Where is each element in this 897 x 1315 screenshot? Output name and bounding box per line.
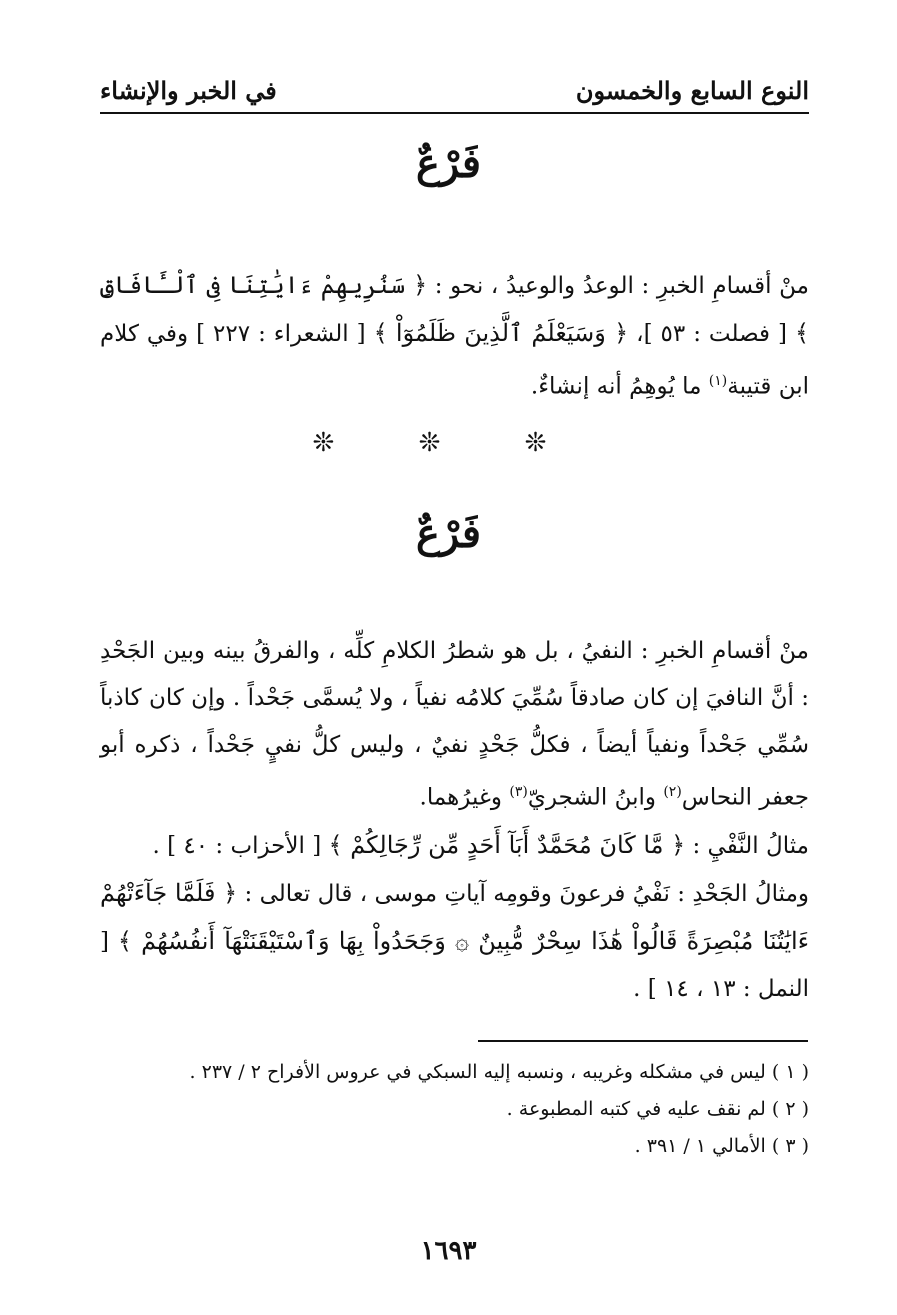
footnotes (100, 1054, 809, 1165)
quran-verse: ﴿ مَّا كَانَ مُحَمَّدٌ أَبَآ أَحَدٍ مِّن رِّجَالِكُمْ ﴾ (328, 830, 686, 859)
text: مثالُ النَّفْيِ : (685, 832, 809, 859)
footnote-ref[interactable]: (٣) (509, 784, 528, 800)
text: وغيرُهما. (419, 784, 510, 811)
header-chapter-title: النوع السابع والخمسون (575, 75, 809, 105)
footnote-3: ( ٣ ) الأمالي ١ / ٣٩١ . (634, 1135, 809, 1157)
quran-verse: ﴿ فَلَمَّا جَآءَتْهُمْ ءَايَٰتُنَا مُبْصِرَةً قَالُواْ هَٰذَا سِحْرٌ مُّبِينٌ ۞ وَجَحَدُواْ بِهَا وَٱسْتَيْقَنَتْهَآ أَنفُسُهُمْ ﴾ (100, 878, 809, 955)
header-section-title: في الخبر والإنشاء (100, 75, 277, 105)
footnote-ref[interactable]: (٢) (663, 784, 682, 800)
section-1-paragraph (100, 262, 809, 411)
section-heading-1: فَرْعٌ (415, 140, 482, 187)
text: [ الشعراء : ٢٢٧ ] وفي كلام ابن قتيبة (100, 321, 809, 400)
text: [ فصلت : ٥٣ ]، (628, 321, 795, 347)
quran-verse: ﴿ وَسَيَعْلَمُ ٱلَّذِينَ ظَلَمُوٓاْ ﴾ (373, 319, 629, 347)
page-number: ١٦٩٣ (420, 1236, 477, 1266)
text: [ النمل : ١٣ ، ١٤ ] . (100, 928, 809, 1002)
footnote-divider (478, 1040, 808, 1042)
running-header (100, 68, 809, 114)
footnote-1: ( ١ ) ليس في مشكله وغريبه ، ونسبه إليه السبكي في عروس الأفراح ٢ / ٢٣٧ . (189, 1061, 809, 1083)
section-separator: ❊ ❊ ❊ (312, 428, 585, 458)
text: ومثالُ الجَحْدِ : نَفْيُ فرعونَ وقومِه آياتِ موسى ، قال تعالى : (237, 880, 810, 907)
footnote-2: ( ٢ ) لم نقف عليه في كتبه المطبوعة . (506, 1098, 809, 1120)
paragraph-example-nafy (100, 822, 809, 870)
text: منْ أقسامِ الخبرِ : النفيُ ، بل هو شطرُ الكلامِ كلِّه ، والفرقُ بينه وبين الجَحْدِ : أنَّ النافيَ إن كان صادقاً سُمِّيَ كلامُه نفياً ، ولا يُسمَّى جَحْداً . وإن كان كاذباً سُمِّي جَحْداً ونفياً أيضاً ، فكلُّ جَحْدٍ نفيٌ ، وليس كلُّ نفيٍ جَحْداً ، ذكره أبو جعفر النحاس (100, 638, 809, 811)
footnote-ref[interactable]: (١) (708, 373, 728, 389)
paragraph-example-jahd (100, 870, 809, 1013)
text: ما يُوهِمُ أنه إنشاءٌ. (530, 373, 709, 400)
quran-verse: ﴿ سَنُرِيهِمْ ءَايَٰتِنَا فِى ٱلْـَٔافَاقِ ﴾ (100, 271, 810, 347)
text: [ الأحزاب : ٤٠ ] . (152, 832, 329, 859)
section-heading-2: فَرْعٌ (415, 510, 482, 557)
text: منْ أقسامِ الخبرِ : الوعدُ والوعيدُ ، نحو : (427, 273, 809, 299)
section-2-paragraph (100, 628, 809, 1013)
paragraph-body (100, 628, 809, 822)
text: وابنُ الشجريّ (527, 784, 664, 811)
